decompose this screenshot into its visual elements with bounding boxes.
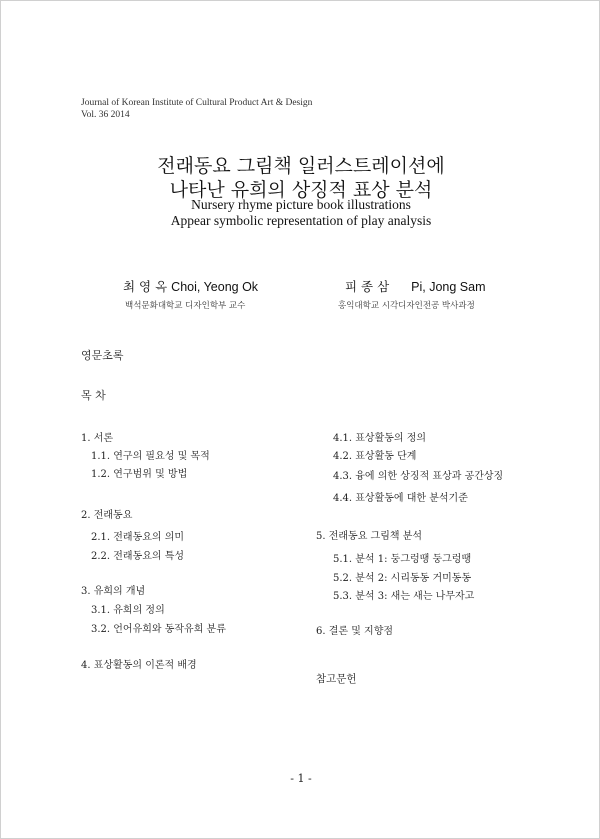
toc-item-4-2: 4.2. 표상활동 단계: [333, 451, 417, 462]
title-english-line-1: Nursery rhyme picture book illustrations: [191, 197, 411, 212]
toc-item-5-2: 5.2. 분석 2: 시리동동 거미동동: [333, 573, 472, 584]
author-2-affiliation: 홍익대학교 시각디자인전공 박사과정: [338, 301, 475, 311]
toc-item-1-2: 1.2. 연구범위 및 방법: [91, 469, 188, 480]
toc-item-1-1: 1.1. 연구의 필요성 및 목적: [91, 451, 210, 462]
toc-item-2-2: 2.2. 전래동요의 특성: [91, 551, 185, 562]
journal-volume: Vol. 36 2014: [81, 110, 130, 120]
author-1-name-en: Choi, Yeong Ok: [171, 280, 259, 294]
toc-item-5-3: 5.3. 분석 3: 새는 새는 나무자고: [333, 591, 475, 602]
journal-header: [81, 97, 312, 121]
toc-item-4: 4. 표상활동의 이론적 배경: [81, 660, 197, 671]
toc-item-4-3: 4.3. 융에 의한 상징적 표상과 공간상징: [333, 471, 504, 482]
author-2-name-en: Pi, Jong Sam: [411, 280, 486, 294]
journal-name: Journal of Korean Institute of Cultural Product Art & Design: [81, 98, 313, 108]
references-heading: 참고문헌: [316, 673, 357, 685]
title-english-line-2: Appear symbolic representation of play analysis: [170, 213, 432, 228]
toc-item-4-4: 4.4. 표상활동에 대한 분석기준: [333, 493, 468, 504]
toc-item-3-2: 3.2. 언어유희와 동작유희 분류: [91, 624, 226, 635]
toc-item-1: 1. 서론: [81, 433, 114, 444]
toc-item-3: 3. 유희의 개념: [81, 586, 146, 597]
title-korean-line-2: 나타난 유희의 상징적 표상 분석: [169, 179, 433, 201]
page-number: - 1 -: [290, 772, 312, 785]
toc-item-5-1: 5.1. 분석 1: 둥그렁땡 둥그렁땡: [333, 554, 472, 565]
toc-heading: 목 차: [81, 389, 106, 402]
author-2-name-ko: 피 종 삼: [345, 279, 390, 294]
author-1-name-ko: 최 영 옥: [123, 279, 168, 294]
abstract-heading: 영문초록: [81, 349, 124, 362]
toc-item-5: 5. 전래동요 그림책 분석: [316, 531, 423, 542]
toc-item-2: 2. 전래동요: [81, 510, 133, 521]
author-1: [123, 277, 258, 295]
title-korean-line-1: 전래동요 그림책 일러스트레이션에: [157, 155, 445, 177]
toc-item-4-1: 4.1. 표상활동의 정의: [333, 433, 427, 444]
author-1-affiliation: 백석문화대학교 디자인학부 교수: [125, 301, 246, 311]
toc-item-2-1: 2.1. 전래동요의 의미: [91, 532, 185, 543]
toc-item-6: 6. 결론 및 지향점: [316, 626, 394, 637]
author-2: [345, 277, 486, 295]
toc-item-3-1: 3.1. 유희의 정의: [91, 605, 165, 616]
